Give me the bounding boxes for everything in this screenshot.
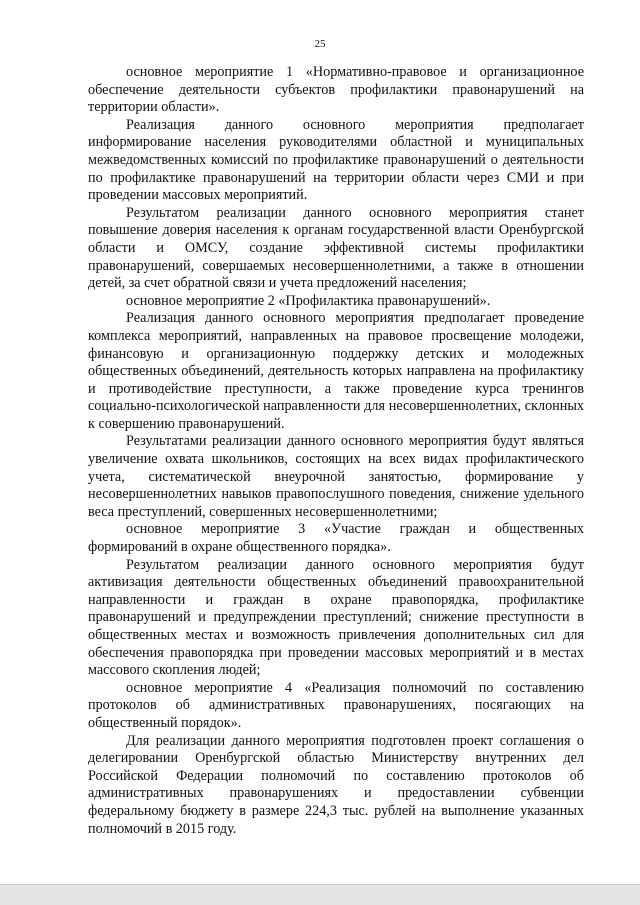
paragraph-measure-2-implementation: Реализация данного основного мероприятия предполагает проведение комплекса мероприятий, направленных на правовое просвещение молодежи, финансовую и организационную поддержку детских и молодежных общественных объединений, деятельность которых направлена на профилактику и противодействие преступности, а также проведение курса тренингов социально-психологической направленности для несовершеннолетних, склонных к совершению правонарушений. [88, 310, 584, 432]
paragraph-measure-1-result: Результатом реализации данного основного мероприятия станет повышение доверия населения к органам государственной власти Оренбургской области и ОМСУ, создание эффективной системы профилактики правонарушений, совершаемых несовершеннолетними, а также в отношении детей, за счет обратной связи и учета предложений населения; [88, 204, 584, 292]
paragraph-measure-2: основное мероприятие 2 «Профилактика правонарушений». [126, 292, 491, 309]
page-number: 25 [314, 38, 326, 50]
paragraph-measure-4: основное мероприятие 4 «Реализация полномочий по составлению протоколов об административных правонарушениях, посягающих на общественный порядок». [88, 679, 584, 731]
paragraph-measure-3-result: Результатом реализации данного основного мероприятия будут активизация деятельности общественных объединений правоохранительной направленности и граждан в охране правопорядка, профилактике правонарушений и предупреждении преступлений; снижение преступности в общественных местах и возможность привлечения дополнительных сил для обеспечения правопорядка при проведении массовых мероприятий и в местах массового скопления людей; [88, 556, 584, 679]
paragraph-measure-2-result: Результатами реализации данного основного мероприятия будут являться увеличение охвата школьников, состоящих на всех видах профилактического учета, систематической внеурочной занятостью, формирование у несовершеннолетних навыков правопослушного поведения, снижение удельного веса преступлений, совершенных несовершеннолетними; [88, 433, 584, 520]
page-bottom-strip [0, 884, 640, 905]
paragraph-measure-3: основное мероприятие 3 «Участие граждан и общественных формирований в охране общественного порядка». [88, 521, 584, 556]
paragraph-measure-4-implementation: Для реализации данного мероприятия подготовлен проект соглашения о делегировании Оренбургской областью Министерству внутренних дел Российской Федерации полномочий по составлению протоколов об административных правонарушениях и предоставлении субвенции федеральному бюджету в размере 224,3 тыс. рублей на выполнение указанных полномочий в 2015 году. [88, 732, 584, 837]
document-body [88, 64, 584, 838]
paragraph-measure-1: основное мероприятие 1 «Нормативно-правовое и организационное обеспечение деятельности субъектов профилактики правонарушений на территории области». [88, 64, 584, 116]
paragraph-measure-1-implementation: Реализация данного основного мероприятия предполагает информирование населения руководителями областной и муниципальных межведомственных комиссий по профилактике правонарушений о деятельности по профилактике правонарушений на территории области через СМИ и при проведении массовых мероприятий. [88, 116, 584, 204]
